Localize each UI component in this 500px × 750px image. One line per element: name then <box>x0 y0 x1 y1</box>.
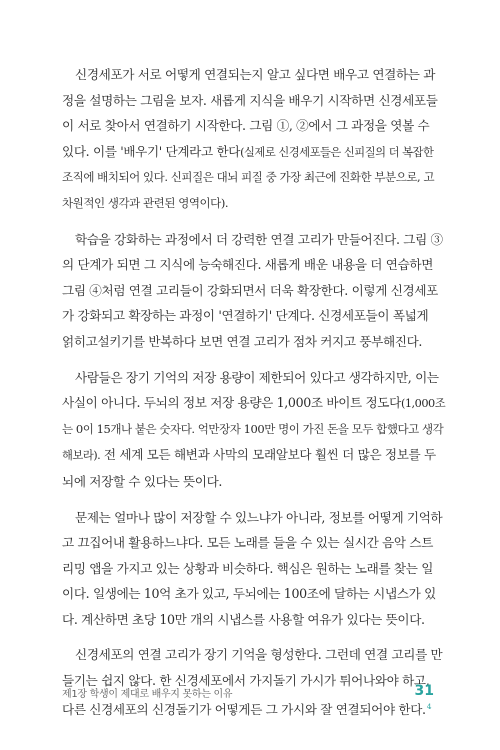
text-line: 그림 ④처럼 연결 고리들이 강화되면서 더욱 확장한다. 이렇게 신경세포 <box>62 282 438 298</box>
text-line: 학습을 강화하는 과정에서 더 강력한 연결 고리가 만들어진다. 그림 ③ <box>75 231 443 247</box>
paragraph-4 <box>62 505 443 633</box>
text-line: 사람들은 장기 기억의 저장 용량이 제한되어 있다고 생각하지만, 이는 <box>75 369 439 385</box>
text-line <box>62 442 434 469</box>
text-line: 문제는 얼마나 많이 저장할 수 있느냐가 아니라, 정보를 어떻게 기억하 <box>75 509 443 525</box>
chapter-title: 제1장 학생이 제대로 배우지 못하는 이유 <box>62 689 233 700</box>
parenthetical-note: 해보라). <box>62 449 101 463</box>
text-line: 뇌에 저장할 수 있다는 뜻이다. <box>62 473 223 489</box>
text-run: 다른 신경세포의 신경돌기가 어떻게든 그 가시와 잘 연결되어야 한다. <box>62 701 426 717</box>
parenthetical-note: 차원적인 생각과 관련된 영역이다). <box>62 195 229 210</box>
text-run: 사실이 아니다. 두뇌의 정보 저장 용량은 1,000조 바이트 정도다 <box>62 395 401 411</box>
paragraph-1 <box>62 62 438 217</box>
text-line: 의 단계가 되면 그 지식에 능숙해진다. 새롭게 배운 내용을 더 연습하면 <box>62 257 434 273</box>
text-line: 신경세포의 연결 고리가 장기 기억을 형성한다. 그런데 연결 고리를 만 <box>75 647 443 663</box>
page-footer <box>62 683 436 703</box>
text-line: 가 강화되고 확장하는 과정이 '연결하기' 단계다. 신경세포들이 폭넓게 <box>62 308 429 324</box>
text-line: 정을 설명하는 그림을 보자. 새롭게 지식을 배우기 시작하면 신경세포들 <box>62 92 438 108</box>
footnote-marker[interactable]: 4 <box>426 701 432 711</box>
text-line: 리밍 앱을 가지고 있는 상황과 비슷하다. 핵심은 원하는 노래를 찾는 일 <box>62 560 434 576</box>
text-line: 신경세포가 서로 어떻게 연결되는지 알고 싶다면 배우고 연결하는 과 <box>75 67 436 82</box>
parenthetical-note: (실제로 신경세포들은 신피질의 더 복잡한 <box>240 145 434 159</box>
text-line: 이다. 일생에는 10억 초가 있고, 두뇌에는 100조에 달하는 시냅스가 있 <box>62 586 436 602</box>
parenthetical-note: 조직에 배치되어 있다. 신피질은 대뇌 피질 중 가장 최근에 진화한 부분으로, 고 <box>62 170 435 185</box>
parenthetical-note: (1,000조 <box>400 397 446 411</box>
text-line <box>62 139 434 166</box>
paragraph-2 <box>62 227 443 355</box>
text-line: 얽히고설키기를 반복하다 보면 연결 고리가 점차 커지고 풍부해진다. <box>62 333 423 349</box>
text-run: 있다. 이를 '배우기' 단계라고 한다 <box>62 143 241 159</box>
text-line: 들기는 쉽지 않다. 한 신경세포에서 가지돌기 가시가 튀어나와야 하고, <box>62 673 430 689</box>
page-number: 31 <box>414 683 434 699</box>
text-line: 다. 계산하면 초당 10만 개의 시냅스를 사용할 여유가 있다는 뜻이다. <box>62 611 425 627</box>
paragraph-3 <box>62 365 446 495</box>
text-line: 고 끄집어내 활용하느냐다. 모든 노래를 들을 수 있는 실시간 음악 스트 <box>62 535 434 551</box>
body-text <box>62 62 446 732</box>
text-run: 전 세계 모든 해변과 사막의 모래알보다 훨씬 더 많은 정보를 두 <box>100 447 436 463</box>
text-line <box>62 390 446 417</box>
parenthetical-note: 는 0이 15개나 붙은 숫자다. 억만장자 100만 명이 가진 돈을 모두 합했다고 생각 <box>62 421 444 436</box>
text-line: 이 서로 찾아서 연결하기 시작한다. 그림 ①, ②에서 그 과정을 엿볼 수 <box>62 118 430 134</box>
